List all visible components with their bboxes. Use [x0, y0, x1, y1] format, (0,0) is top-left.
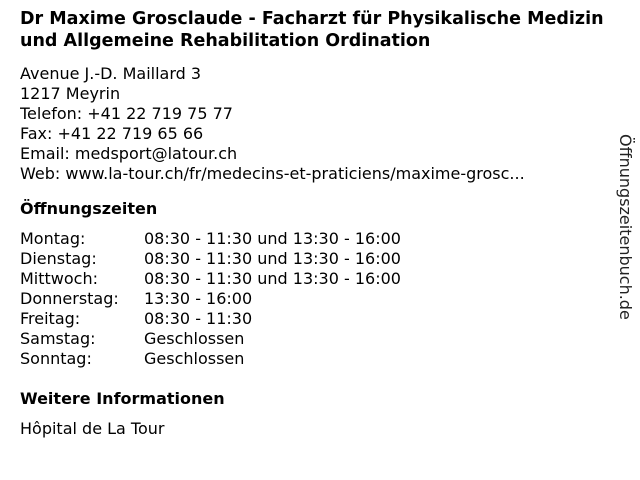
hours-day: Mittwoch:	[20, 269, 98, 288]
hours-row-sunday	[20, 349, 605, 369]
hours-day: Samstag:	[20, 329, 96, 348]
hours-day: Sonntag:	[20, 349, 92, 368]
phone-number: Telefon: +41 22 719 75 77	[20, 104, 233, 123]
page-title: Dr Maxime Grosclaude - Facharzt für Physikalische Medizin und Allgemeine Rehabilitation Ordination	[20, 9, 604, 51]
hours-day: Dienstag:	[20, 249, 97, 268]
hours-row-monday	[20, 229, 605, 249]
hours-row-wednesday	[20, 269, 605, 289]
hours-time: 08:30 - 11:30 und 13:30 - 16:00	[144, 269, 401, 288]
hours-time: Geschlossen	[144, 349, 245, 368]
more-info-heading: Weitere Informationen	[20, 389, 225, 408]
site-watermark-label: Öffnungszeitenbuch.de	[616, 134, 635, 320]
hours-row-tuesday	[20, 249, 605, 269]
hours-time: Geschlossen	[144, 329, 245, 348]
opening-hours-heading: Öffnungszeiten	[20, 199, 158, 218]
hours-row-saturday	[20, 329, 605, 349]
contact-block	[20, 64, 605, 184]
opening-hours-table	[20, 229, 605, 369]
street-address: Avenue J.-D. Maillard 3	[20, 64, 202, 83]
hours-time: 13:30 - 16:00	[144, 289, 253, 308]
hours-day: Montag:	[20, 229, 86, 248]
hours-row-thursday	[20, 289, 605, 309]
fax-number: Fax: +41 22 719 65 66	[20, 124, 204, 143]
practice-listing	[20, 8, 605, 439]
hours-day: Donnerstag:	[20, 289, 119, 308]
hours-time: 08:30 - 11:30	[144, 309, 253, 328]
email-address: Email: medsport@latour.ch	[20, 144, 238, 163]
hours-row-friday	[20, 309, 605, 329]
more-info-value: Hôpital de La Tour	[20, 419, 165, 438]
hours-time: 08:30 - 11:30 und 13:30 - 16:00	[144, 249, 401, 268]
hours-time: 08:30 - 11:30 und 13:30 - 16:00	[144, 229, 401, 248]
city-address: 1217 Meyrin	[20, 84, 121, 103]
website-address: Web: www.la-tour.ch/fr/medecins-et-praticiens/maxime-grosc...	[20, 164, 525, 183]
hours-day: Freitag:	[20, 309, 81, 328]
